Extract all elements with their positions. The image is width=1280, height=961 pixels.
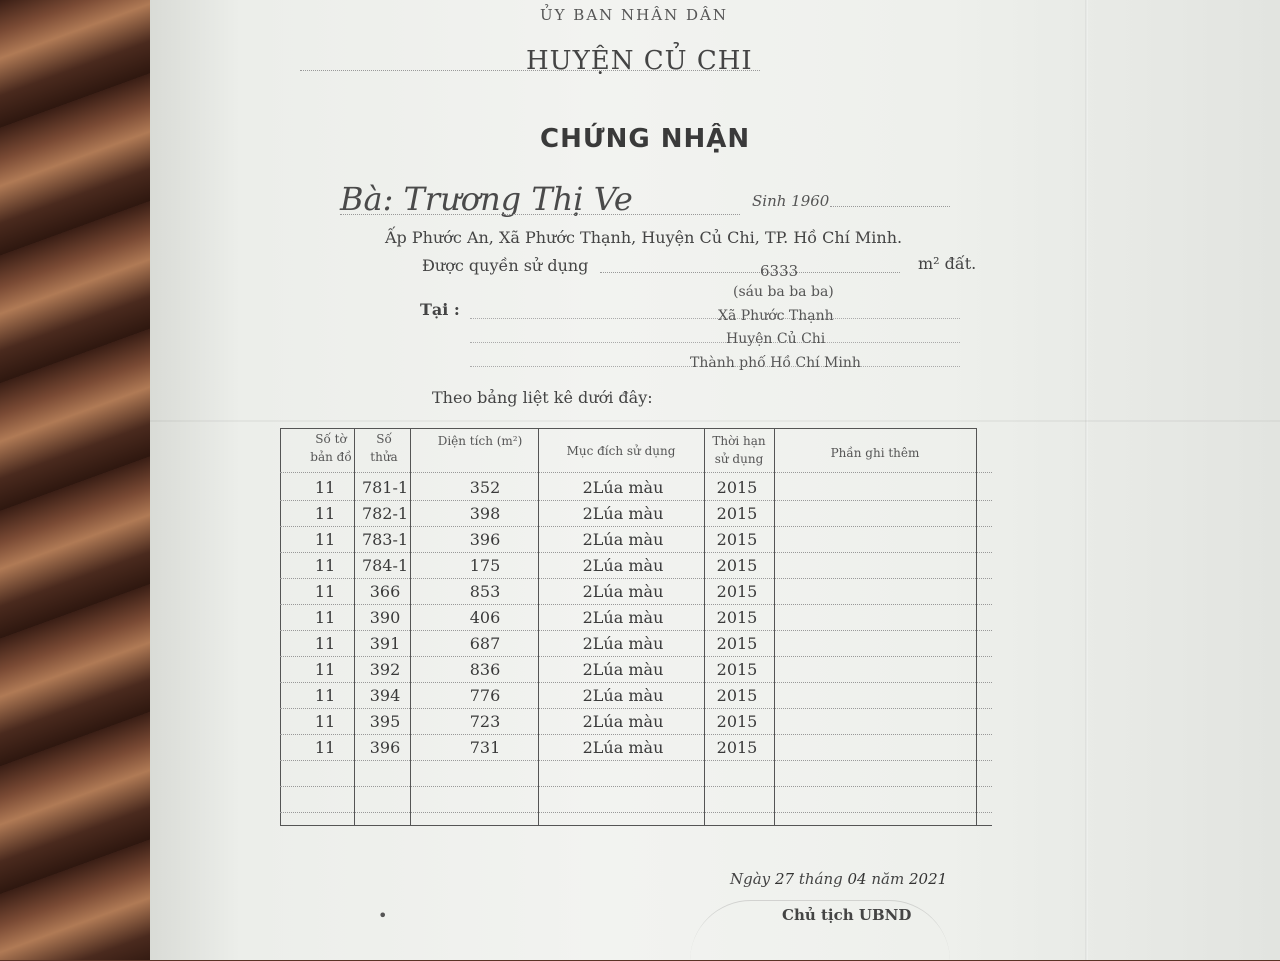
table-cell-term: 2015 [716,738,758,757]
land-area-unit: m² đất. [918,254,977,273]
birth-dotted-line [830,206,950,207]
table-cell-sheet: 11 [314,686,336,705]
table-cell-term: 2015 [716,478,758,497]
land-area-value: 6333 [760,262,799,280]
table-cell-area: 723 [469,712,501,731]
holder-address: Ấp Phước An, Xã Phước Thạnh, Huyện Củ Chi, TP. Hồ Chí Minh. [385,228,903,247]
table-col-border [354,428,355,826]
table-cell-area: 175 [469,556,501,575]
table-cell-parcel: 366 [369,582,401,601]
table-col-border [410,428,411,826]
table-row-divider [280,578,992,579]
col-header-term: Thời hạn sử dụng [712,434,766,466]
table-cell-sheet: 11 [314,582,336,601]
table-row-divider [280,604,992,605]
table-cell-parcel: 391 [369,634,401,653]
table-cell-purpose: 2Lúa màu [582,530,664,549]
stray-mark: • [378,906,388,925]
table-row-divider [280,526,992,527]
table-cell-term: 2015 [716,686,758,705]
holder-name: Bà: Trương Thị Ve [340,180,633,218]
date-day: 27 [774,870,795,888]
table-bottom-border [280,825,992,826]
table-row-divider [280,630,992,631]
table-cell-purpose: 2Lúa màu [582,504,664,523]
table-row-divider [280,552,992,553]
table-col-border [976,428,977,826]
list-intro: Theo bảng liệt kê dưới đây: [432,388,653,407]
col-header-notes: Phần ghi thêm [830,446,920,460]
location-district: Huyện Củ Chi [726,331,826,347]
paper-fold-horizontal [150,420,1280,422]
table-row-divider [280,682,992,683]
district-heading: HUYỆN CỦ CHI [526,46,753,76]
table-cell-sheet: 11 [314,738,336,757]
table-cell-purpose: 2Lúa màu [582,582,664,601]
table-cell-purpose: 2Lúa màu [582,686,664,705]
table-cell-purpose: 2Lúa màu [582,556,664,575]
table-cell-term: 2015 [716,634,758,653]
table-cell-purpose: 2Lúa màu [582,634,664,653]
table-col-border [280,428,281,826]
location-dotted-line-2 [470,342,960,343]
table-cell-area: 687 [469,634,501,653]
col-header-purpose: Mục đích sử dụng [566,444,676,458]
table-cell-term: 2015 [716,660,758,679]
name-dotted-line [340,214,740,215]
table-cell-parcel: 390 [369,608,401,627]
table-cell-term: 2015 [716,556,758,575]
table-cell-term: 2015 [716,608,758,627]
col-header-parcel: Số thửa [370,432,398,464]
table-cell-area: 731 [469,738,501,757]
table-cell-area: 396 [469,530,501,549]
table-cell-parcel: 784-1 [361,556,409,575]
table-row-divider [280,812,992,813]
table-cell-parcel: 783-1 [361,530,409,549]
date-prefix: Ngày [730,870,771,888]
table-cell-parcel: 395 [369,712,401,731]
table-row-divider [280,500,992,501]
land-use-label: Được quyền sử dụng [422,256,589,275]
table-cell-purpose: 2Lúa màu [582,478,664,497]
table-col-border [774,428,775,826]
date-year: 2021 [908,870,948,888]
header-underline [280,472,992,473]
parcel-table [280,428,992,826]
table-top-border [280,428,976,429]
table-row-divider [280,656,992,657]
table-row-divider [280,734,992,735]
table-cell-area: 853 [469,582,501,601]
location-city: Thành phố Hồ Chí Minh [690,355,861,371]
land-area-words: (sáu ba ba ba) [733,284,834,300]
table-cell-sheet: 11 [314,634,336,653]
date-year-label: năm [871,870,905,888]
birth-year: Sinh 1960 [752,192,830,210]
table-cell-sheet: 11 [314,660,336,679]
table-cell-area: 352 [469,478,501,497]
signer-title: Chủ tịch UBND [782,906,912,924]
table-cell-purpose: 2Lúa màu [582,608,664,627]
date-month: 04 [847,870,867,888]
table-cell-sheet: 11 [314,712,336,731]
table-cell-purpose: 2Lúa màu [582,660,664,679]
date-month-label: tháng [798,870,843,888]
table-cell-term: 2015 [716,712,758,731]
table-cell-purpose: 2Lúa màu [582,738,664,757]
table-cell-term: 2015 [716,530,758,549]
table-cell-area: 776 [469,686,501,705]
col-header-area: Diện tích (m²) [437,434,523,448]
table-cell-sheet: 11 [314,504,336,523]
table-cell-area: 836 [469,660,501,679]
col-header-map-sheet: Số tờ bản đồ [310,432,352,464]
location-dotted-line-1 [470,318,960,319]
table-row-divider [280,786,992,787]
table-cell-parcel: 396 [369,738,401,757]
table-row-divider [280,708,992,709]
table-cell-sheet: 11 [314,556,336,575]
location-commune: Xã Phước Thạnh [718,308,834,324]
table-row-divider [280,760,992,761]
document-title: CHỨNG NHẬN [540,124,751,154]
paper-fold [1085,0,1088,960]
table-cell-area: 398 [469,504,501,523]
heading-divider [300,70,760,71]
table-cell-parcel: 781-1 [361,478,409,497]
table-cell-term: 2015 [716,582,758,601]
table-cell-area: 406 [469,608,501,627]
table-cell-sheet: 11 [314,608,336,627]
table-cell-purpose: 2Lúa màu [582,712,664,731]
issue-date [730,870,947,888]
land-use-dotted-line [600,272,900,273]
table-cell-term: 2015 [716,504,758,523]
table-cell-parcel: 782-1 [361,504,409,523]
table-cell-parcel: 394 [369,686,401,705]
table-cell-sheet: 11 [314,478,336,497]
committee-heading: ỦY BAN NHÂN DÂN [540,6,728,24]
location-label: Tại : [420,300,460,319]
table-cell-sheet: 11 [314,530,336,549]
table-cell-parcel: 392 [369,660,401,679]
